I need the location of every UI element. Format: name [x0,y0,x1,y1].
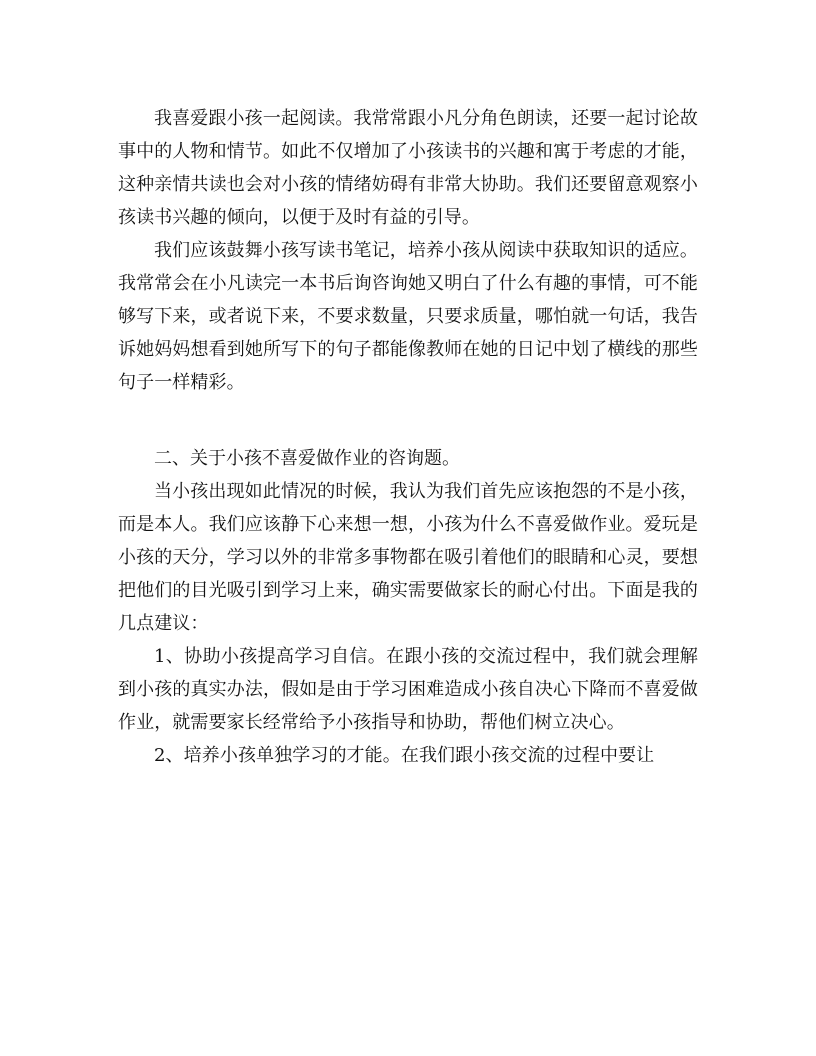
section-heading: 二、关于小孩不喜爱做作业的咨询题。 [154,448,460,469]
paragraph-reading-notes: 我们应该鼓舞小孩写读书笔记，培养小孩从阅读中获取知识的适应。我常常会在小凡读完一本书后询咨询她又明白了什么有趣的事情，可不能够写下来，或者说下来，不要求数量，只要求质量，哪怕就一句话，我告诉她妈妈想看到她所写下的句子都能像教师在她的日记中划了横线的那些句子一样精彩。 [118,240,698,393]
paragraph-suggestion-1: 1、协助小孩提高学习自信。在跟小孩的交流过程中，我们就会理解到小孩的真实办法，假如是由于学习困难造成小孩自决心下降而不喜爱做作业，就需要家长经常给予小孩指导和协助，帮他们树立决心。 [118,646,698,733]
paragraph-suggestion-2: 2、培养小孩单独学习的才能。在我们跟小孩交流的过程中要让 [154,745,655,766]
section-gap [118,399,698,442]
paragraph-reading-together: 我喜爱跟小孩一起阅读。我常常跟小凡分角色朗读，还要一起讨论故事中的人物和情节。如此不仅增加了小孩读书的兴趣和寓于考虑的才能，这种亲情共读也会对小孩的情绪妨碍有非常大协助。我们还要留意观察小孩读书兴趣的倾向，以便于及时有益的引导。 [118,108,698,228]
paragraph-homework-intro: 当小孩出现如此情况的时候，我认为我们首先应该抱怨的不是小孩，而是本人。我们应该静下心来想一想，小孩为什么不喜爱做作业。爱玩是小孩的天分，学习以外的非常多事物都在吸引着他们的眼睛和心灵，要想把他们的目光吸引到学习上来，确实需要做家长的耐心付出。下面是我的几点建议： [118,481,698,634]
document-page [118,102,698,772]
